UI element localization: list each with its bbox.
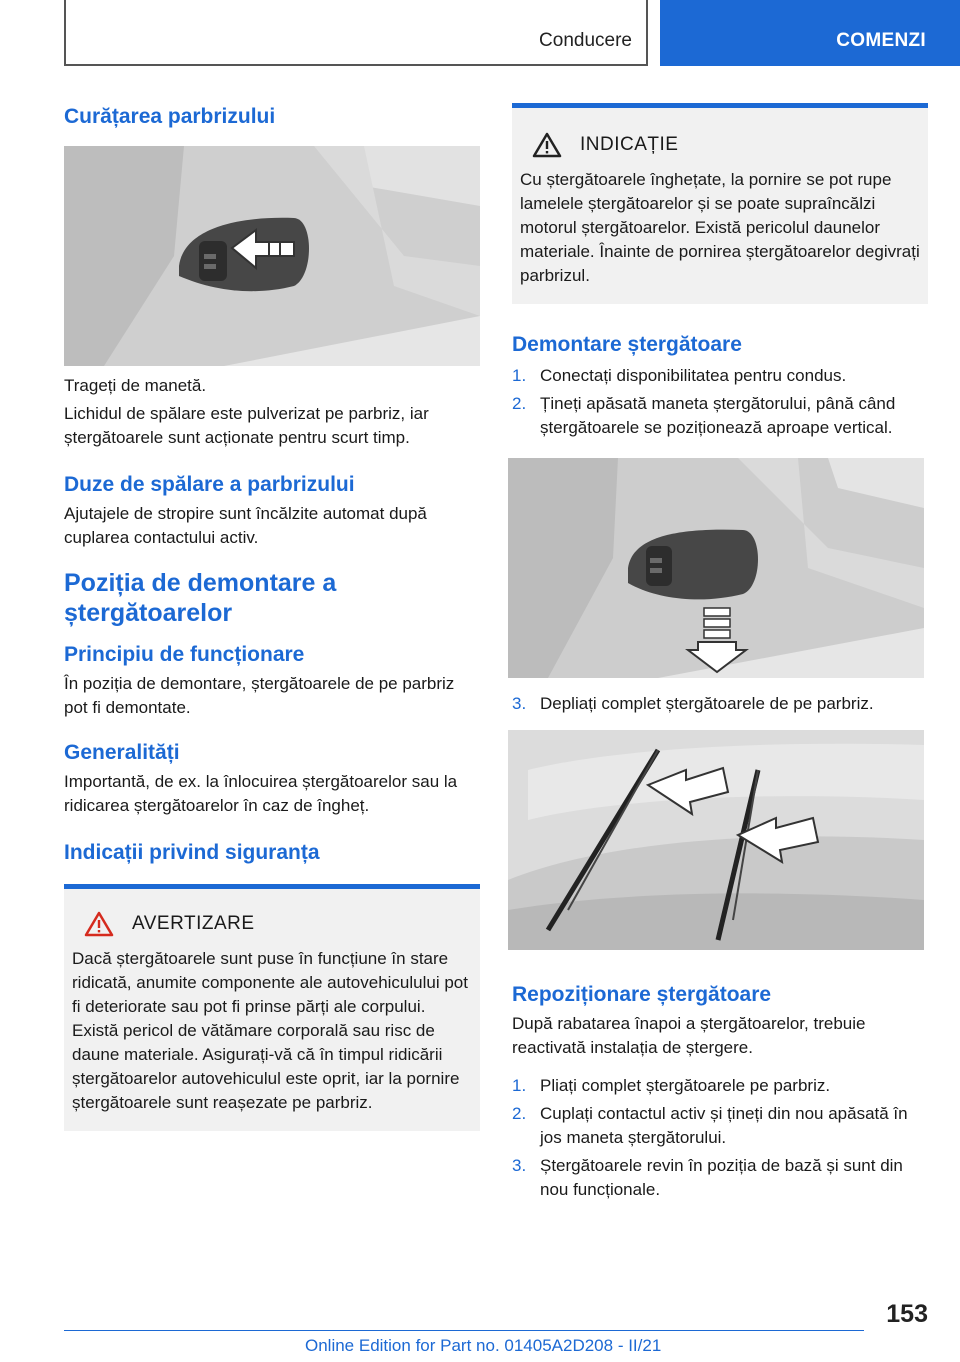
reposition-steps-list <box>512 1074 928 1202</box>
heading-principle: Principiu de funcționare <box>64 643 305 666</box>
step-number: 1. <box>512 366 527 385</box>
header-section-label: Conducere <box>539 30 632 51</box>
wiper-lever-pull-image <box>64 146 480 366</box>
step-text: Cuplați contactul activ și țineți din nou apăsată în jos maneta ștergătorului. <box>540 1104 908 1147</box>
heading-safety: Indicații privind siguranța <box>64 841 320 864</box>
heading-windshield-cleaning: Curățarea parbrizului <box>64 105 276 128</box>
step-number: 1. <box>512 1076 527 1095</box>
page-number: 153 <box>886 1300 928 1328</box>
general-description: Importantă, de ex. la înlocuirea ștergătoarelor sau la ridicarea ștergătoarelor în caz de îngheț. <box>64 772 458 815</box>
list-item <box>512 1154 928 1202</box>
warning-title: AVERTIZARE <box>132 913 255 934</box>
list-item <box>512 1074 928 1098</box>
step-number: 3. <box>512 694 527 713</box>
step-number: 3. <box>512 1156 527 1175</box>
heading-reposition-wipers: Repoziționare ștergătoare <box>512 983 772 1006</box>
step-text: Conectați disponibilitatea pentru condus. <box>540 366 847 385</box>
list-item <box>512 1102 928 1150</box>
principle-description: În poziția de demontare, ștergătoarele de pe parbriz pot fi demontate. <box>64 674 455 717</box>
notice-box <box>512 103 928 304</box>
reposition-description: După rabatarea înapoi a ștergătoarelor, trebuie reactivată instalația de ștergere. <box>512 1014 866 1057</box>
list-item <box>512 392 928 440</box>
remove-steps-list <box>512 364 928 440</box>
header-chapter-label: COMENZI <box>836 30 926 51</box>
step-text: Ștergătoarele revin în poziția de bază și sunt din nou funcționale. <box>540 1156 903 1199</box>
heading-remove-wipers: Demontare ștergătoare <box>512 333 742 356</box>
footer-divider <box>64 1330 864 1331</box>
step-number: 2. <box>512 394 527 413</box>
header-section-tab <box>64 0 648 66</box>
caution-triangle-icon <box>532 132 562 158</box>
step-number: 2. <box>512 1104 527 1123</box>
remove-steps-list-cont <box>512 692 928 716</box>
step-text: Depliați complet ștergătoarele de pe parbriz. <box>540 694 874 713</box>
heading-washer-nozzles: Duze de spălare a parbrizului <box>64 473 355 496</box>
notice-text: Cu ștergătoarele înghețate, la pornire se pot rupe lamelele ștergătoarelor și se poate supraîncălzi motorul ștergătoarelor. Există pericolul daunelor materiale. Înainte de pornirea ștergătoarelor degivrați parbrizul. <box>520 170 920 285</box>
warning-triangle-icon <box>84 911 114 937</box>
heading-general: Generalități <box>64 741 180 764</box>
nozzles-description: Ajutajele de stropire sunt încălzite automat după cuplarea contactului activ. <box>64 504 427 547</box>
footer-edition: Online Edition for Part no. 01405A2D208 - II/21 <box>305 1336 662 1355</box>
heading-removal-position: Poziția de demontare a ștergătoarelor <box>64 569 337 627</box>
list-item <box>512 364 928 388</box>
warning-box <box>64 884 480 1131</box>
step-text: Pliați complet ștergătoarele pe parbriz. <box>540 1076 831 1095</box>
warning-text: Dacă ștergătoarele sunt puse în funcțiune în stare ridicată, anumite componente ale autovehiculului pot fi deteriorate sau pot fi prinse părți ale corpului. Există pericol de vătămare corporală sau risc de daune materiale. Asigurați-vă că în timpul ridicării ștergătoarelor autovehiculul este oprit, iar la pornire ștergătoarele sunt reașezate pe parbriz. <box>72 949 468 1112</box>
step-text: Țineți apăsată maneta ștergătorului, până când ștergătoarele se poziționează aproape vertical. <box>540 394 896 437</box>
cleaning-instruction: Trageți de manetă. <box>64 376 207 395</box>
wipers-raised-image <box>508 730 924 950</box>
list-item <box>512 692 928 716</box>
left-column <box>64 96 480 1131</box>
wiper-lever-down-image <box>508 458 924 678</box>
right-column <box>512 103 928 1202</box>
header-chapter-tab <box>660 0 960 66</box>
notice-title: INDICAȚIE <box>580 134 679 155</box>
cleaning-description: Lichidul de spălare este pulverizat pe parbriz, iar ștergătoarele sunt acționate pentru scurt timp. <box>64 404 429 447</box>
